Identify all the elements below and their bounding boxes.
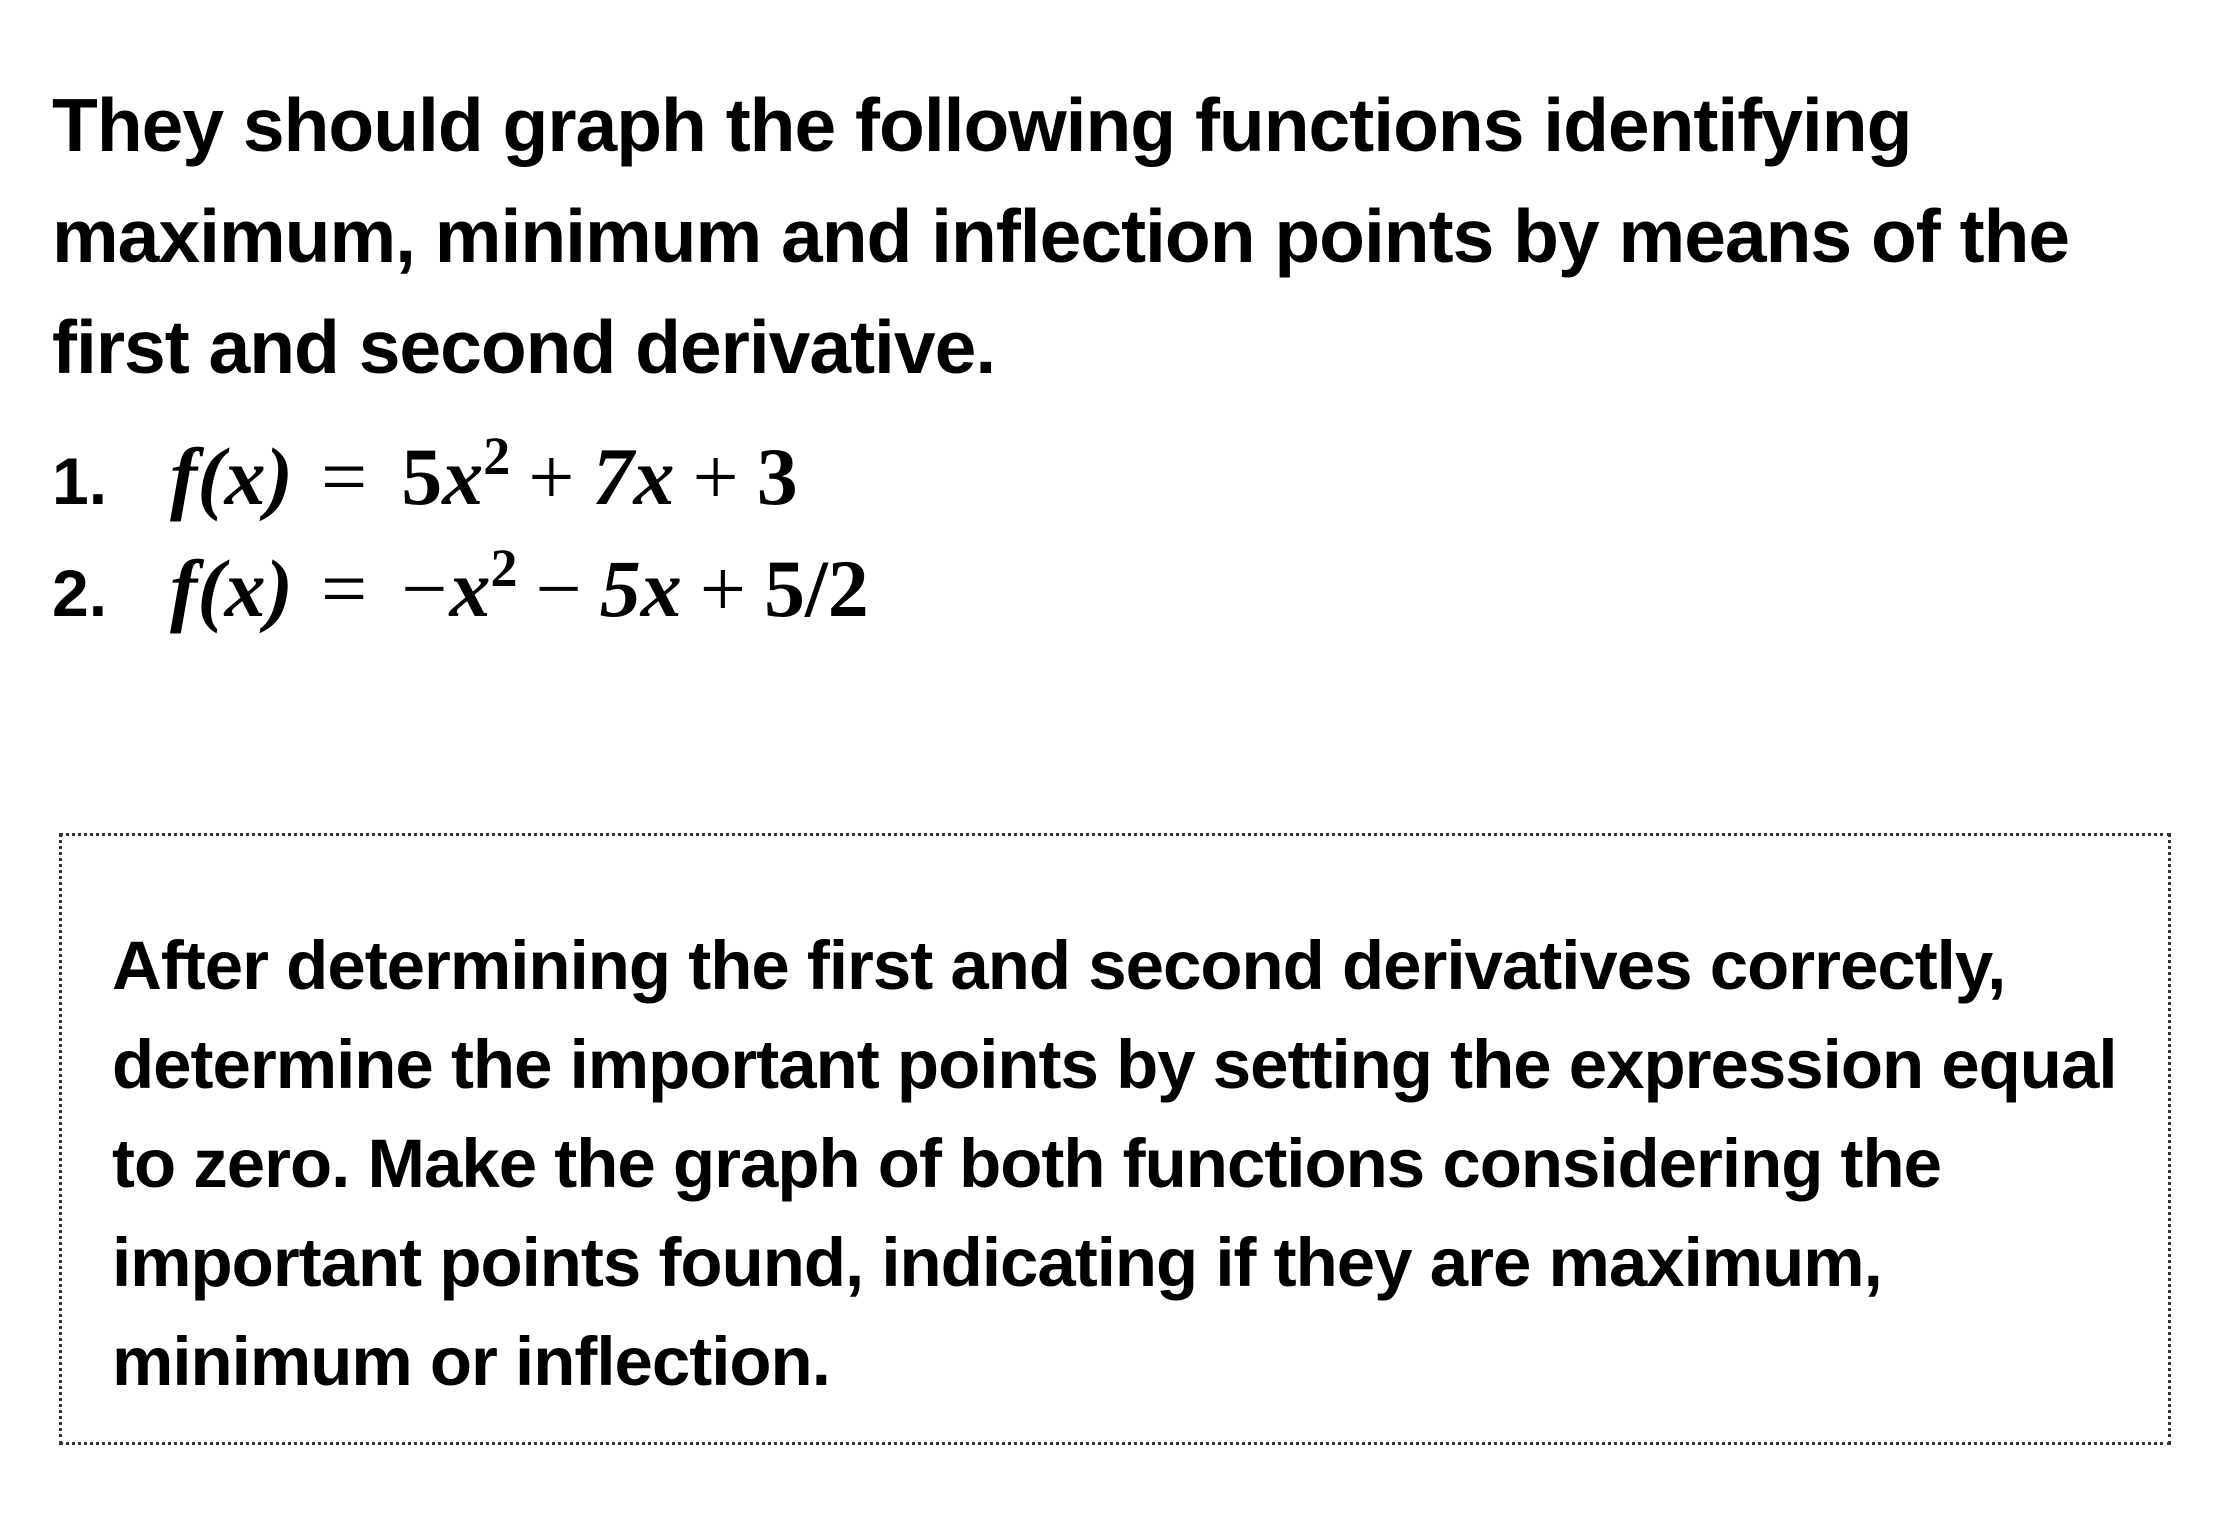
equation-rhs	[401, 538, 869, 634]
equation-lhs	[170, 542, 293, 636]
equation-item-1	[52, 426, 869, 542]
operator: +	[528, 431, 575, 522]
equation-math	[170, 426, 798, 524]
exponent: 2	[490, 538, 518, 598]
linear-term: 5x	[599, 543, 682, 634]
equation-rhs	[401, 426, 798, 522]
function-argument: (x)	[197, 431, 293, 522]
coefficient: 5	[401, 431, 443, 522]
function-name: f	[170, 543, 198, 634]
equals-sign: =	[320, 543, 368, 634]
equation-number: 2.	[52, 556, 108, 630]
function-name: f	[170, 431, 198, 522]
variable: x	[449, 543, 491, 634]
exponent: 2	[483, 426, 511, 486]
linear-term: 7x	[592, 431, 675, 522]
operator: +	[699, 543, 746, 634]
operator: −	[535, 543, 582, 634]
equation-list	[52, 426, 869, 654]
equation-item-2	[52, 538, 869, 654]
equation-lhs	[170, 430, 293, 524]
instruction-box	[59, 833, 2171, 1445]
function-argument: (x)	[197, 543, 293, 634]
equals-sign: =	[320, 431, 368, 522]
negative-sign: −	[401, 543, 448, 634]
constant-term: 5/2	[763, 543, 869, 634]
instruction-text: After determining the first and second derivatives correctly, determine the important points by setting the expression equal to zero. Make the graph of both functions considering the important points found, indicating if they are maximum, minimum or inflection.	[112, 927, 2117, 1400]
intro-paragraph: They should graph the following functions identifying maximum, minimum and inflection points by means of the first and second derivative.	[52, 83, 2070, 389]
equation-math	[170, 538, 869, 636]
variable: x	[442, 431, 484, 522]
equation-number: 1.	[52, 444, 108, 518]
operator: +	[692, 431, 739, 522]
constant-term: 3	[756, 431, 798, 522]
